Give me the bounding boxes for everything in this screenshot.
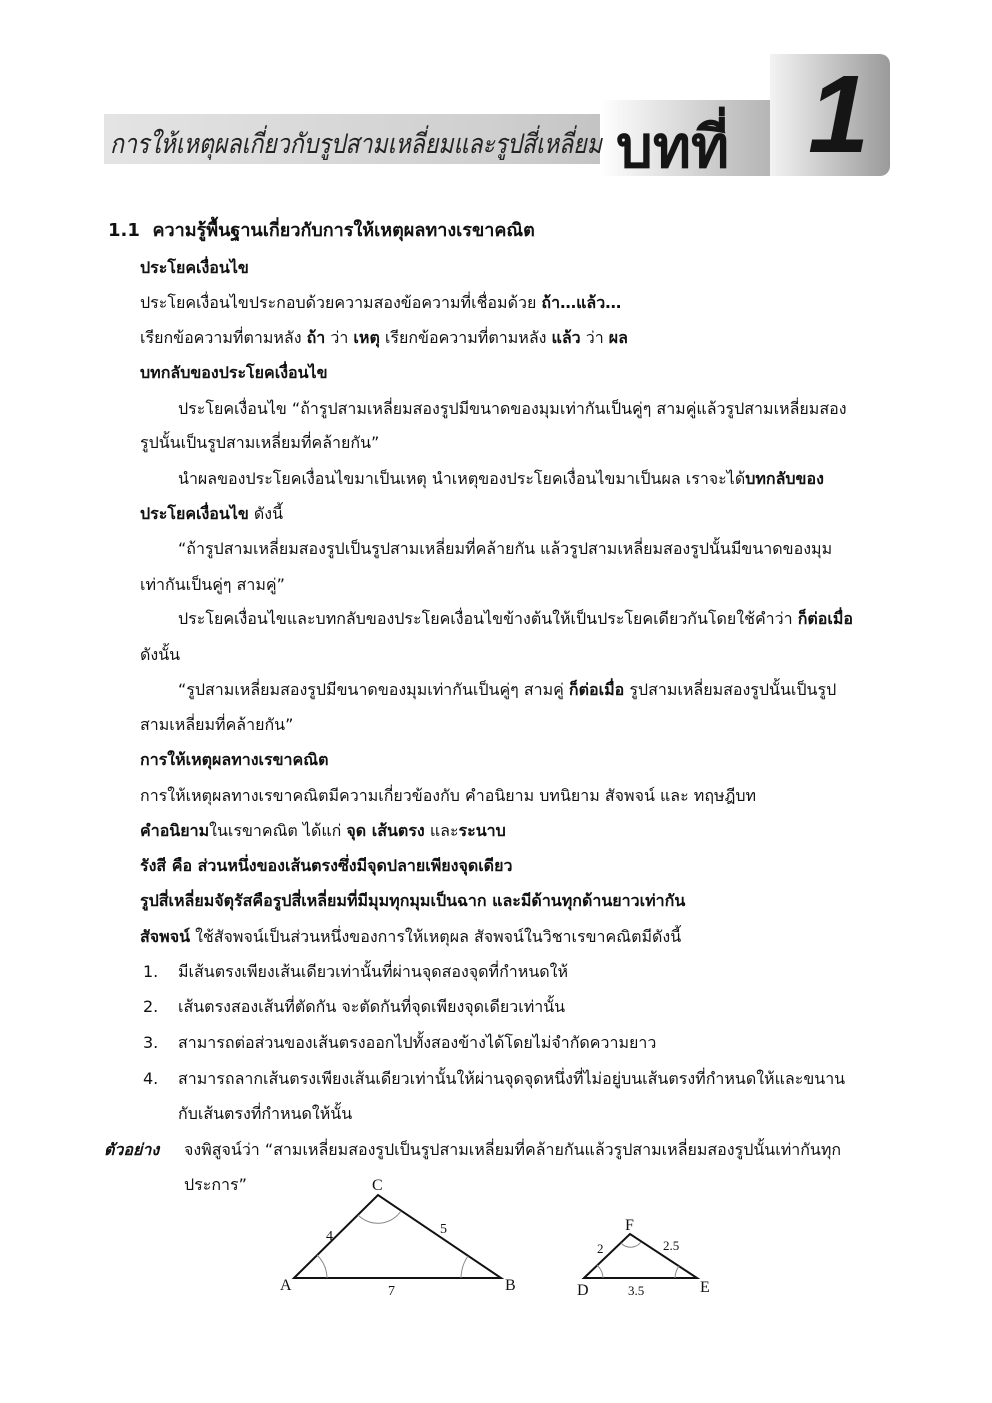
text-line: สามเหลี่ยมที่คล้ายกัน” <box>140 715 294 734</box>
side-de-length: 3.5 <box>628 1283 645 1298</box>
side-ac-length: 4 <box>326 1229 333 1244</box>
text-segment: นำผลของประโยคเงื่อนไขมาเป็นเหตุ นำเหตุของประโยคเงื่อนไขมาเป็นผล เราจะได้ <box>178 469 746 488</box>
text-segment: ก็ต่อเมื่อ <box>797 609 854 628</box>
axiom-number: 2. <box>143 997 159 1016</box>
text-line: รังสี คือ ส่วนหนึ่งของเส้นตรงซึ่งมีจุดปลายเพียงจุดเดียว <box>140 856 513 875</box>
vertex-b: B <box>505 1277 516 1294</box>
chapter-title: การให้เหตุผลเกี่ยวกับรูปสามเหลี่ยมและรูปสี่เหลี่ยม <box>110 129 602 159</box>
axiom-text: กับเส้นตรงที่กำหนดให้นั้น <box>178 1104 353 1123</box>
axiom-text: สามารถลากเส้นตรงเพียงเส้นเดียวเท่านั้นให้ผ่านจุดจุดหนึ่งที่ไม่อยู่บนเส้นตรงที่กำหนดให้และขนาน <box>178 1069 846 1088</box>
text-segment: เรียกข้อความที่ตามหลัง <box>140 328 307 347</box>
chapter-number: 1 <box>808 53 870 176</box>
text-line: ประโยคเงื่อนไข “ถ้ารูปสามเหลี่ยมสองรูปมีขนาดของมุมเท่ากันเป็นคู่ๆ สามคู่แล้วรูปสามเหลี่ยมสอง <box>178 399 847 418</box>
text-line: เท่ากันเป็นคู่ๆ สามคู่” <box>140 575 285 594</box>
text-segment: จุด เส้นตรง <box>346 821 425 840</box>
text-segment: ผล <box>608 328 628 347</box>
text-line: รูปสี่เหลี่ยมจัตุรัสคือรูปสี่เหลี่ยมที่มีมุมทุกมุมเป็นฉาก และมีด้านทุกด้านยาวเท่ากัน <box>140 891 686 910</box>
text-segment: ระนาบ <box>458 821 506 840</box>
subheading-conditional: ประโยคเงื่อนไข <box>140 258 249 277</box>
axiom-text: เส้นตรงสองเส้นที่ตัดกัน จะตัดกันที่จุดเพียงจุดเดียวเท่านั้น <box>178 997 566 1016</box>
chapter-label: บทที่ <box>616 115 730 180</box>
text-segment: ประโยคเงื่อนไข <box>140 504 249 523</box>
side-fe-length: 2.5 <box>663 1238 680 1253</box>
text-segment: ถ้า <box>306 328 326 347</box>
text-segment: ประโยคเงื่อนไขและบทกลับของประโยคเงื่อนไขข้างต้นให้เป็นประโยคเดียวกันโดยใช้คำว่า <box>178 609 798 628</box>
axiom-text: สามารถต่อส่วนของเส้นตรงออกไปทั้งสองข้างได้โดยไม่จำกัดความยาว <box>178 1033 657 1052</box>
vertex-a: A <box>280 1277 292 1294</box>
vertex-f: F <box>625 1217 634 1234</box>
subheading-converse: บทกลับของประโยคเงื่อนไข <box>140 363 328 382</box>
text-segment: “รูปสามเหลี่ยมสองรูปมีขนาดของมุมเท่ากันเป็นคู่ๆ สามคู่ <box>178 680 569 699</box>
axiom-number: 1. <box>143 962 159 981</box>
vertex-c: C <box>372 1177 383 1194</box>
text-segment: ถ้า…แล้ว… <box>541 293 622 312</box>
text-segment: ความรู้พื้นฐานเกี่ยวกับการให้เหตุผลทางเรขาคณิต <box>152 220 535 241</box>
text-segment: ในเรขาคณิต ได้แก่ <box>209 821 347 840</box>
text-segment: สัจพจน์ <box>140 927 190 946</box>
text-line: “ถ้ารูปสามเหลี่ยมสองรูปเป็นรูปสามเหลี่ยมที่คล้ายกัน แล้วรูปสามเหลี่ยมสองรูปนั้นมีขนาดของมุม <box>178 539 833 558</box>
text-line: การให้เหตุผลทางเรขาคณิตมีความเกี่ยวข้องกับ คำอนิยาม บทนิยาม สัจพจน์ และ ทฤษฎีบท <box>140 786 757 805</box>
side-ab-length: 7 <box>388 1284 395 1299</box>
text-segment: ว่า <box>580 328 609 347</box>
text-segment: ใช้สัจพจน์เป็นส่วนหนึ่งของการให้เหตุผล สัจพจน์ในวิชาเรขาคณิตมีดังนี้ <box>190 927 682 946</box>
example-text: จงพิสูจน์ว่า “สามเหลี่ยมสองรูปเป็นรูปสามเหลี่ยมที่คล้ายกันแล้วรูปสามเหลี่ยมสองรูปนั้นเท่ากันทุก <box>184 1140 842 1159</box>
example-text: ประการ” <box>184 1175 247 1194</box>
text-segment: คำอนิยาม <box>140 821 210 840</box>
text-segment: ก็ต่อเมื่อ <box>568 680 625 699</box>
text-segment: บทกลับของ <box>745 469 824 488</box>
axiom-number: 4. <box>143 1069 159 1088</box>
text-line: รูปนั้นเป็นรูปสามเหลี่ยมที่คล้ายกัน” <box>140 433 380 452</box>
subheading-reasoning: การให้เหตุผลทางเรขาคณิต <box>140 750 329 769</box>
text-segment: ประโยคเงื่อนไขประกอบด้วยความสองข้อความที่เชื่อมด้วย <box>140 293 542 312</box>
text-segment: เหตุ <box>353 328 380 347</box>
axiom-text: มีเส้นตรงเพียงเส้นเดียวเท่านั้นที่ผ่านจุดสองจุดที่กำหนดให้ <box>178 962 568 981</box>
vertex-d: D <box>577 1282 589 1299</box>
axiom-number: 3. <box>143 1033 159 1052</box>
text-segment: 1.1 <box>108 220 140 241</box>
text-segment: เรียกข้อความที่ตามหลัง <box>379 328 552 347</box>
vertex-e: E <box>700 1279 710 1296</box>
text-line: ดังนั้น <box>140 645 181 664</box>
side-df-length: 2 <box>597 1241 604 1256</box>
text-segment: ดังนี้ <box>248 504 284 523</box>
side-cb-length: 5 <box>440 1222 447 1237</box>
text-segment: และ <box>424 821 459 840</box>
example-label: ตัวอย่าง <box>104 1140 160 1159</box>
text-segment: แล้ว <box>551 328 581 347</box>
text-segment: รูปสามเหลี่ยมสองรูปนั้นเป็นรูป <box>624 680 837 699</box>
text-segment: ว่า <box>325 328 354 347</box>
